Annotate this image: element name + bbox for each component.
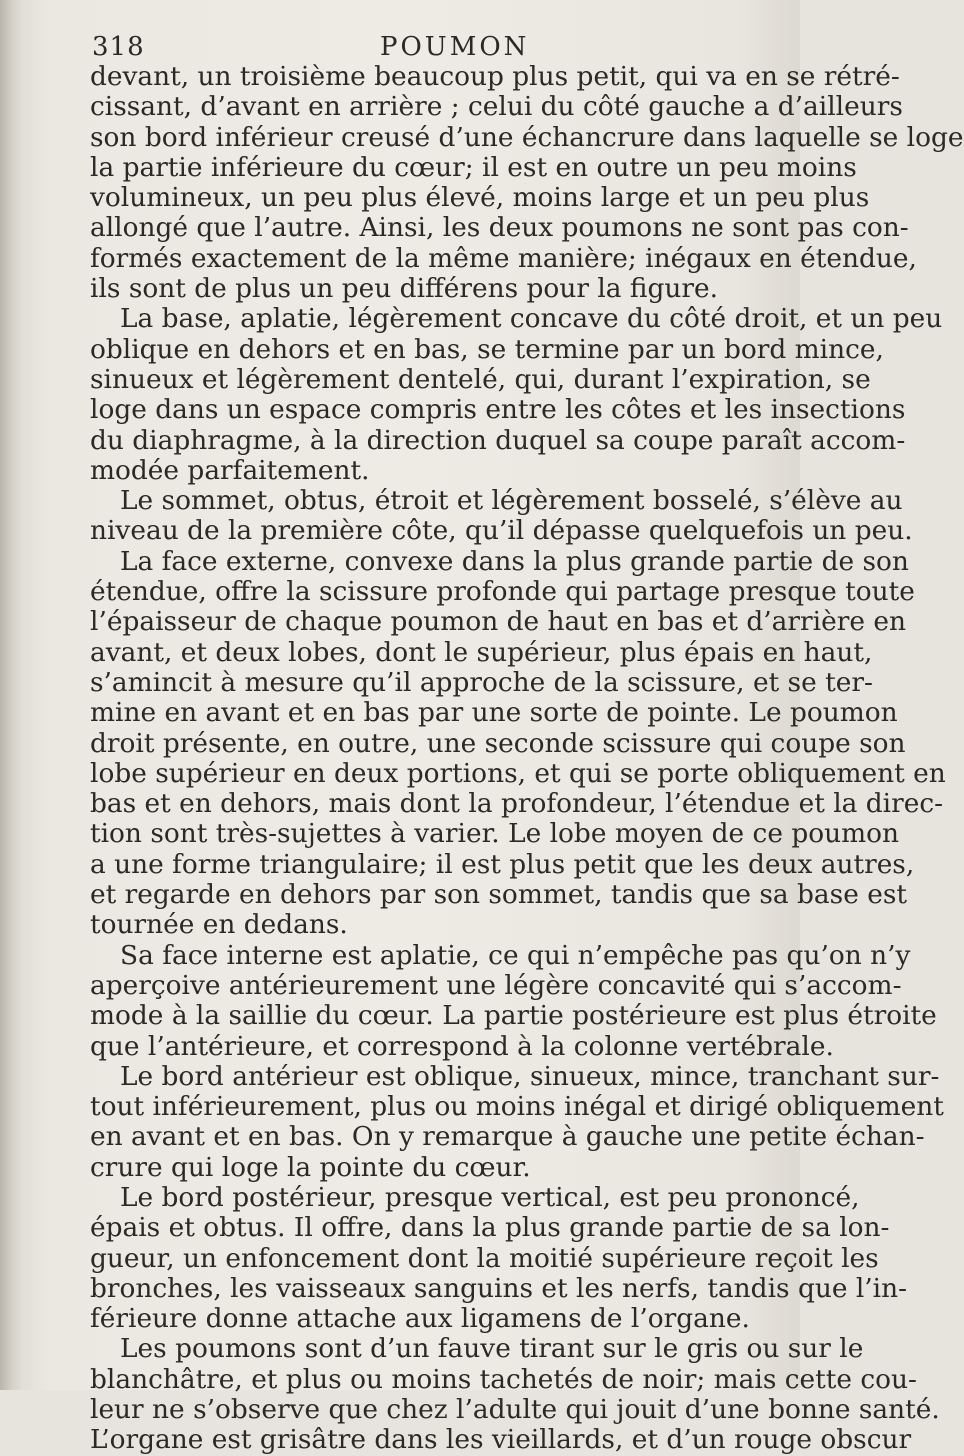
text-line: formés exactement de la même manière; inégaux en étendue, [90,242,917,274]
text-line: férieure donne attache aux ligamens de l’organe. [90,1303,750,1335]
text-line: son bord inférieur creusé d’une échancrure dans laquelle se loge [90,121,964,153]
text-line: tion sont très-sujettes à varier. Le lobe moyen de ce poumon [90,818,900,850]
text-line: Le sommet, obtus, étroit et légèrement bosselé, s’élève au [120,485,903,517]
text-line: volumineux, un peu plus élevé, moins large et un peu plus [90,182,870,214]
text-line: allongé que l’autre. Ainsi, les deux poumons ne sont pas con- [90,212,909,244]
text-line: en avant et en bas. On y remarque à gauche une petite échan- [90,1121,925,1153]
text-line: modée parfaitement. [90,454,370,486]
text-line: Le bord postérieur, presque vertical, est peu prononcé, [120,1181,860,1213]
text-line: La base, aplatie, légèrement concave du côté droit, et un peu [120,303,943,335]
text-line: aperçoive antérieurement une légère concavité qui s’accom- [90,969,902,1001]
text-line: lobe supérieur en deux portions, et qui se porte obliquement en [90,757,946,789]
text-line: la partie inférieure du cœur; il est en outre un peu moins [90,151,857,183]
text-line: niveau de la première côte, qu’il dépasse quelquefois un peu. [90,515,913,547]
text-line: gueur, un enfoncement dont la moitié supérieure reçoit les [90,1242,879,1274]
text-line: bas et en dehors, mais dont la profondeur, l’étendue et la direc- [90,788,944,820]
text-line: l’épaisseur de chaque poumon de haut en bas et d’arrière en [90,606,906,638]
text-line: ils sont de plus un peu différens pour la figure. [90,273,719,305]
text-line: crure qui loge la pointe du cœur. [90,1151,531,1183]
text-line: La face externe, convexe dans la plus grande partie de son [120,545,909,577]
text-line: devant, un troisième beaucoup plus petit, qui va en se rétré- [90,61,900,92]
text-line: Sa face interne est aplatie, ce qui n’empêche pas qu’on n’y [120,939,911,971]
text-line: s’amincit à mesure qu’il approche de la scissure, et se ter- [90,666,873,698]
text-line: du diaphragme, à la direction duquel sa coupe paraît accom- [90,424,906,456]
text-line: droit présente, en outre, une seconde scissure qui coupe son [90,727,906,759]
text-line: que l’antérieure, et correspond à la colonne vertébrale. [90,1030,834,1062]
text-line: oblique en dehors et en bas, se termine par un bord mince, [90,333,884,365]
text-line: sinueux et légèrement dentelé, qui, durant l’expiration, se [90,363,871,395]
text-line: bronches, les vaisseaux sanguins et les nerfs, tandis que l’in- [90,1272,908,1304]
text-line: tout inférieurement, plus ou moins inégal et dirigé obliquement [90,1091,944,1123]
text-line: mode à la saillie du cœur. La partie postérieure est plus étroite [90,1000,937,1032]
text-line: a une forme triangulaire; il est plus petit que les deux autres, [90,848,915,880]
text-line: Le bord antérieur est oblique, sinueux, mince, tranchant sur- [120,1060,940,1092]
page-number: 318 [92,32,145,62]
text-line: mine en avant et en bas par une sorte de pointe. Le poumon [90,697,898,729]
text-line: épais et obtus. Il offre, dans la plus grande partie de sa lon- [90,1212,890,1244]
text-line: avant, et deux lobes, dont le supérieur, plus épais en haut, [90,636,873,668]
running-title: POUMON [380,32,530,62]
text-line: Les poumons sont d’un fauve tirant sur le gris ou sur le [120,1333,864,1365]
text-line: leur ne s’observe que chez l’adulte qui jouit d’une bonne santé. [90,1394,940,1426]
body-text [90,61,964,1456]
text-line: loge dans un espace compris entre les côtes et les insections [90,394,906,426]
text-line: étendue, offre la scissure profonde qui partage presque toute [90,576,915,608]
text-line: cissant, d’avant en arrière ; celui du côté gauche a d’ailleurs [90,91,903,123]
text-line: et regarde en dehors par son sommet, tandis que sa base est [90,879,907,911]
page-binding-shadow [0,0,22,1390]
text-line: tournée en dedans. [90,909,348,941]
text-line: L’organe est grisâtre dans les vieillards, et d’un rouge obscur [90,1424,912,1456]
text-line: blanchâtre, et plus ou moins tachetés de noir; mais cette cou- [90,1363,917,1395]
